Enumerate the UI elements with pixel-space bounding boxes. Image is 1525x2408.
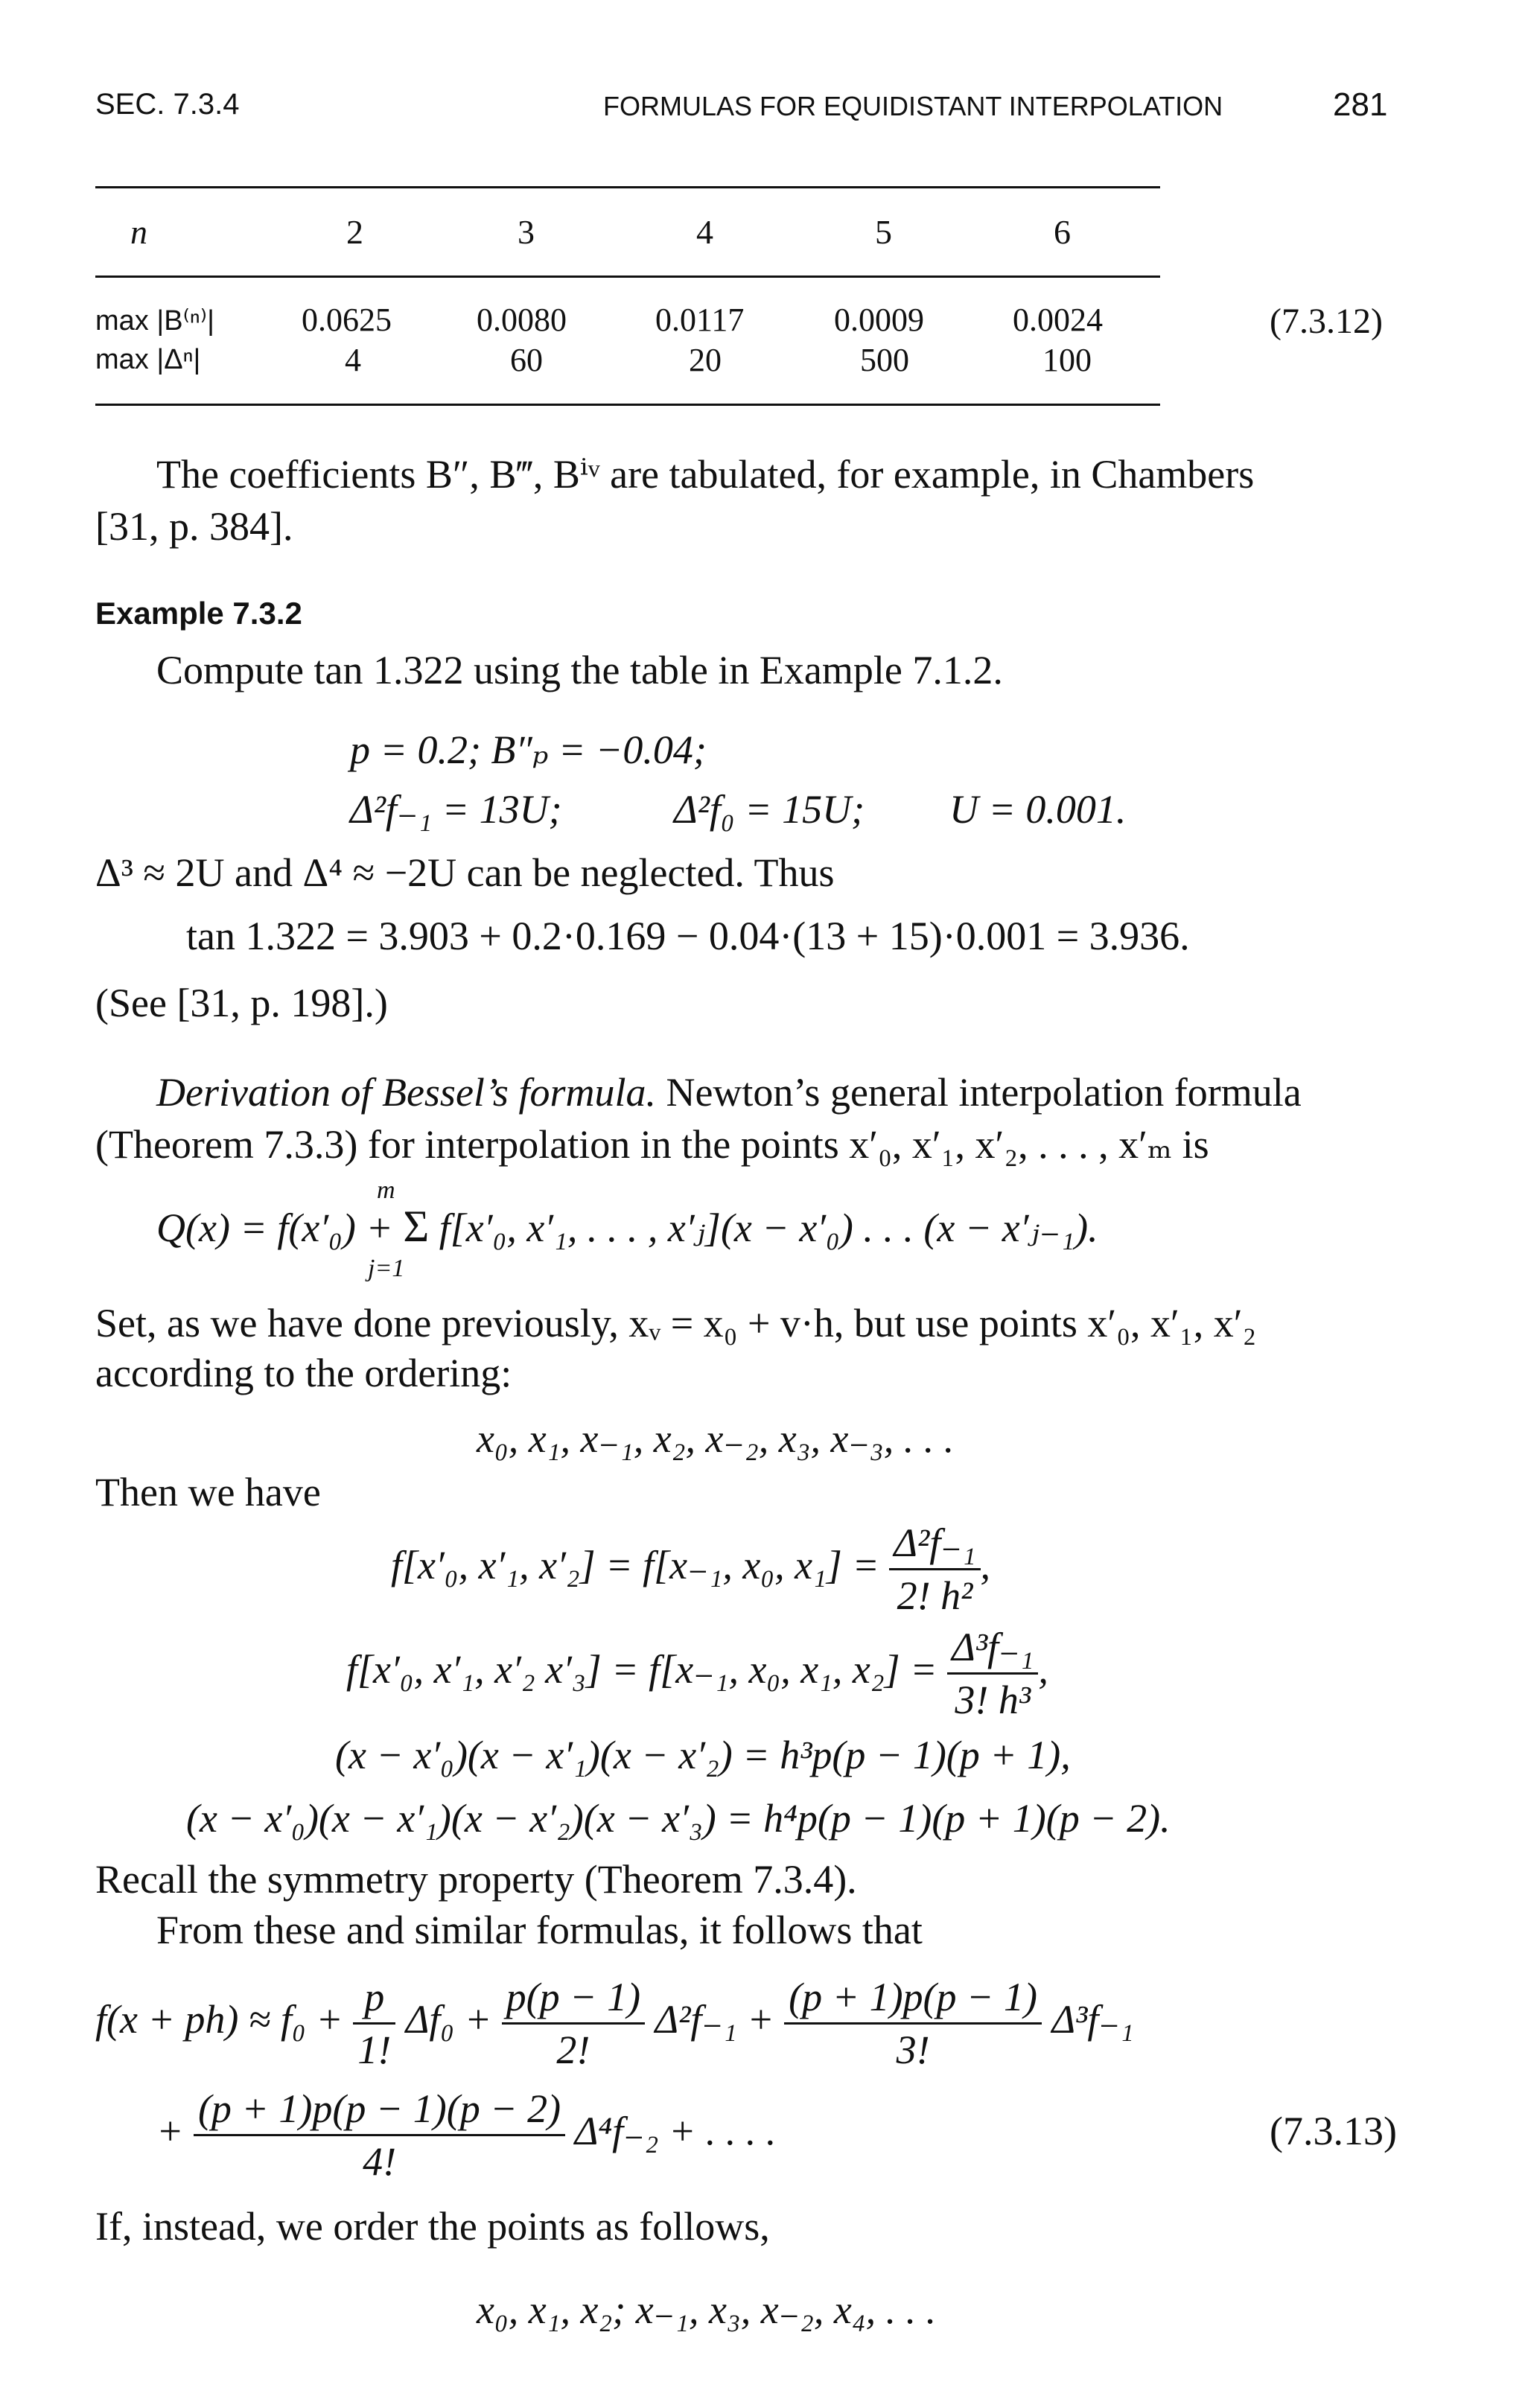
table-cell: 0.0009 [834,302,924,338]
fraction [502,1973,645,2074]
equation: x₀, x₁, x₋₁, x₂, x₋₂, x₃, x₋₃, . . . [477,1416,955,1461]
equation-part: Δf₀ + [395,1996,502,2042]
table-cell: 60 [510,342,543,378]
table-cell: 0.0117 [655,302,745,338]
equation [391,1519,990,1619]
table-cell: 4 [345,342,361,378]
derivation-heading: Derivation of Bessel’s formula. [156,1070,656,1115]
equation-part: f[x′₀, x′₁, . . . , x′ⱼ](x − x′₀) . . . (x − x′ⱼ₋₁). [429,1205,1098,1250]
table-head-label: n [130,213,147,251]
equation [346,1623,1048,1724]
sum-lower-limit: j=1 [368,1255,405,1282]
fraction [947,1623,1038,1724]
equation: (x − x′₀)(x − x′₁)(x − x′₂)(x − x′₃) = h⁴p(p − 1)(p + 1)(p − 2). [186,1796,1171,1841]
fraction [194,2085,565,2185]
equation: Δ²f₀ = 15U; [674,787,865,832]
table-col: 5 [875,213,892,251]
equation-part: f[x′₀, x′₁, x′₂ x′₃] = f[x₋₁, x₀, x₁, x₂] = [346,1646,948,1692]
equation-part: Δ²f₋₁ + [645,1996,785,2042]
paragraph-line: If, instead, we order the points as follows, [95,2204,770,2249]
table-cell: 0.0024 [1013,302,1103,338]
table-col: 4 [696,213,713,251]
fraction-numerator: p(p − 1) [502,1973,645,2025]
paragraph-line: Then we have [95,1470,321,1514]
fraction-numerator: (p + 1)p(p − 1) [784,1973,1042,2025]
equation: U = 0.001. [949,787,1127,832]
equation-part: Q(x) = f(x′₀) + [156,1205,404,1250]
running-title: FORMULAS FOR EQUIDISTANT INTERPOLATION [603,91,1223,121]
equation: Δ²f₋₁ = 13U; [350,787,562,832]
equation-part: + [156,2108,194,2153]
sum-upper-limit: m [377,1176,395,1204]
table-cell: 500 [860,342,909,378]
fraction [784,1973,1042,2074]
paragraph-line: Δ³ ≈ 2U and Δ⁴ ≈ −2U can be neglected. Thus [95,850,835,895]
paragraph-text: Newton’s general interpolation formula [655,1070,1302,1115]
fraction-numerator: Δ²f₋₁ [889,1519,980,1570]
fraction [889,1519,980,1619]
table-row-label: max |Δⁿ| [95,344,201,375]
paragraph-line: Recall the symmetry property (Theorem 7.3.4). [95,1857,857,1902]
fraction-numerator: (p + 1)p(p − 1)(p − 2) [194,2085,565,2136]
equation-part: Δ⁴f₋₂ + . . . . [565,2108,777,2153]
table-col: 3 [518,213,535,251]
paragraph-line [156,1068,1302,1116]
fraction-denominator: 3! [896,2028,930,2072]
table-col: 2 [346,213,363,251]
equation-part: f[x′₀, x′₁, x′₂] = f[x₋₁, x₀, x₁] = [391,1542,890,1587]
table-cell: 0.0080 [477,302,567,338]
paragraph-line: (Theorem 7.3.3) for interpolation in the points x′₀, x′₁, x′₂, . . . , x′ₘ is [95,1122,1209,1167]
table-cell: 100 [1042,342,1092,378]
fraction-denominator: 4! [363,2139,397,2184]
equation-number: (7.3.12) [1270,302,1383,341]
equation-part: f(x + ph) ≈ f₀ + [95,1996,354,2042]
equation [95,1973,1134,2074]
equation-number: (7.3.13) [1270,2109,1397,2153]
separator: , [1038,1646,1048,1692]
fraction-denominator: 1! [357,2028,392,2072]
equation: x₀, x₁, x₂; x₋₁, x₃, x₋₂, x₄, . . . [477,2287,937,2332]
table-row-label: max |B⁽ⁿ⁾| [95,305,214,337]
equation [156,2085,776,2185]
table-col: 6 [1054,213,1071,251]
fraction [353,1973,395,2074]
equation-part: Δ³f₋₁ [1041,1996,1134,2042]
table-mid-rule [95,275,1160,278]
equation: p = 0.2; B″ₚ = −0.04; [350,727,707,772]
page-number: 281 [1333,86,1388,123]
paragraph-line: Set, as we have done previously, xᵥ = x₀ + v·h, but use points x′₀, x′₁, x′₂ [95,1301,1257,1345]
paragraph-line: From these and similar formulas, it follows that [156,1908,923,1952]
fraction-denominator: 2! [556,2028,590,2072]
paragraph-line: according to the ordering: [95,1351,512,1395]
equation: (x − x′₀)(x − x′₁)(x − x′₂) = h³p(p − 1)(p + 1), [335,1733,1071,1777]
separator: , [980,1542,991,1587]
fraction-numerator: Δ³f₋₁ [947,1623,1038,1675]
table-cell: 20 [689,342,722,378]
paragraph-line: The coefficients B″, B‴, Bⁱᵛ are tabulated, for example, in Chambers [156,452,1255,497]
paragraph-line: Compute tan 1.322 using the table in Example 7.1.2. [156,648,1003,692]
paragraph-line: (See [31, p. 198].) [95,981,388,1025]
section-label: SEC. 7.3.4 [95,88,240,121]
sigma-symbol: Σ [403,1202,430,1251]
fraction-numerator: p [353,1973,395,2025]
paragraph-line: [31, p. 384]. [95,504,293,549]
example-heading: Example 7.3.2 [95,596,302,631]
fraction-denominator: 3! h³ [955,1678,1031,1722]
table-top-rule [95,186,1160,188]
equation [156,1203,1098,1252]
table-cell: 0.0625 [302,302,392,338]
equation: tan 1.322 = 3.903 + 0.2·0.169 − 0.04·(13 + 15)·0.001 = 3.936. [186,914,1190,958]
fraction-denominator: 2! h² [897,1573,973,1618]
table-bottom-rule [95,404,1160,406]
